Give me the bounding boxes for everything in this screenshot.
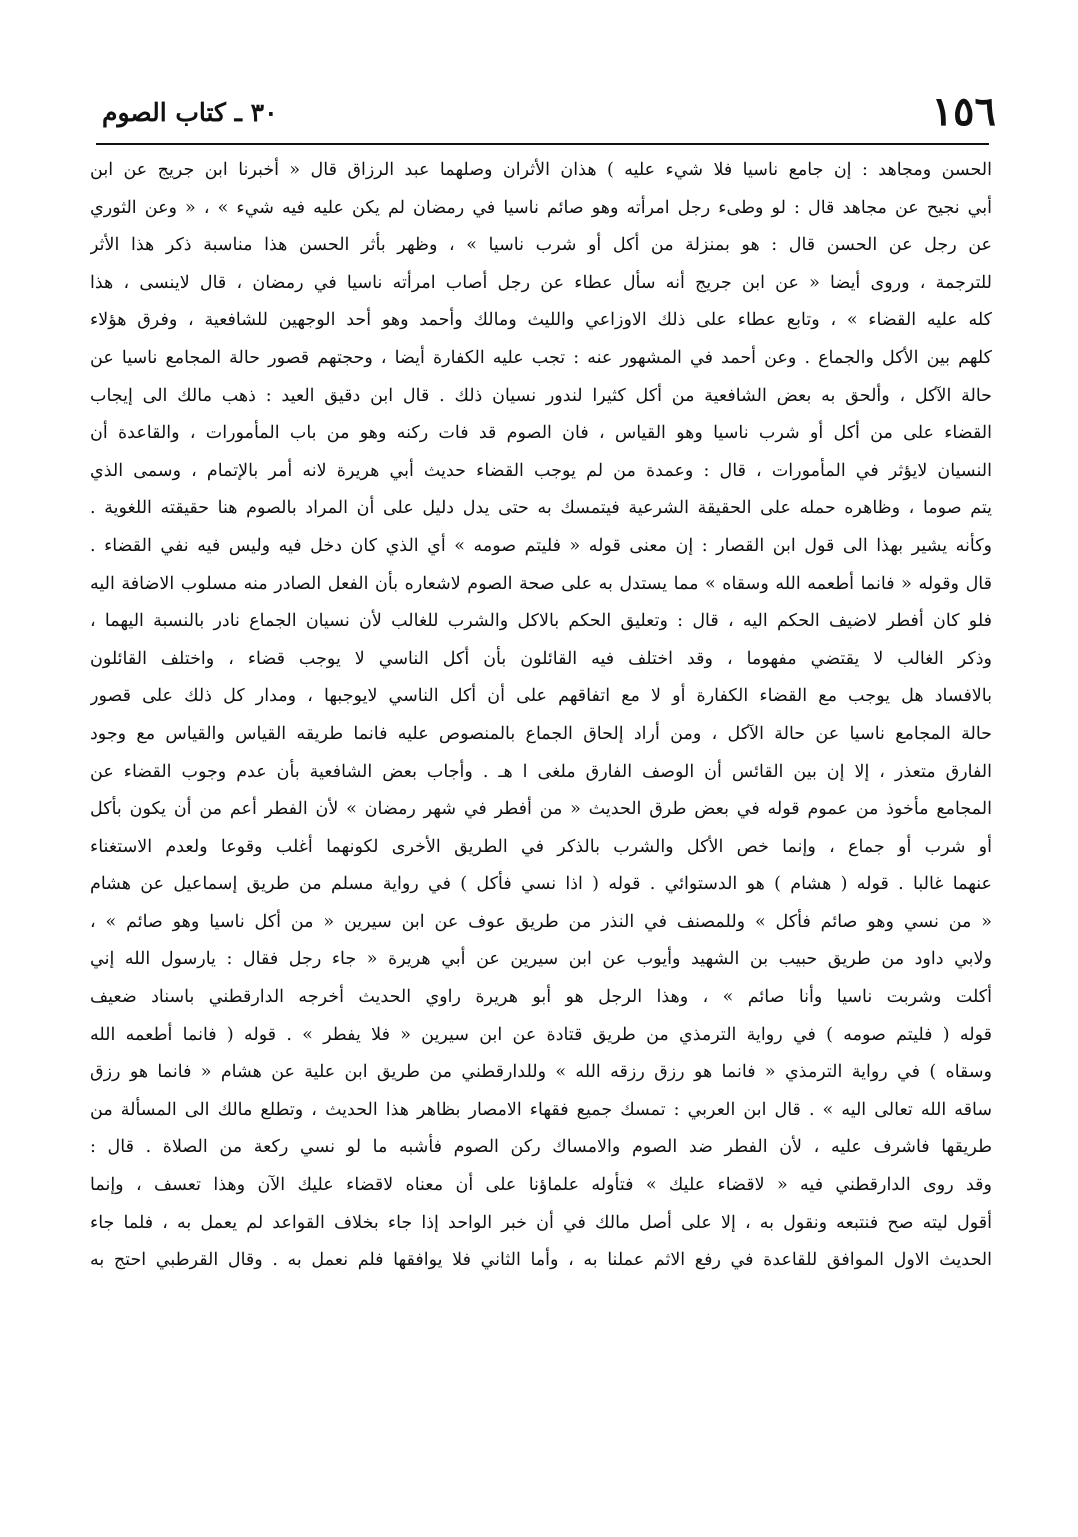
text-line: ساقه الله تعالى اليه » . قال ابن العربي : تمسك جميع فقهاء الامصار بظاهر هذا الحديث ، وتطلع مالك الى المسألة من [90,1099,992,1120]
text-line [90,1317,992,1355]
text-line [90,1393,992,1431]
text-line: الفارق متعذر ، إلا إن بين القائس أن الوصف الفارق ملغى ا هـ . وأجاب بعض الشافعية بأن عدم وجوب القضاء عن [90,761,992,782]
text-line: وذكر الغالب لا يقتضي مفهوما ، وقد اختلف فيه القائلون بأن أكل الناسي لا يوجب قضاء ، واختلف القائلون [90,648,992,669]
text-line: أو شرب أو جماع ، وإنما خص الأكل والشرب بالذكر في الطريق الأخرى لكونهما أغلب وقوعا ولعدم الاستغناء [90,836,992,857]
text-line: أبي نجيح عن مجاهد قال : لو وطىء رجل امرأته وهو صائم ناسيا في رمضان لم يكن عليه فيه شيء » ، « وعن الثوري [90,197,992,218]
text-line: المجامع مأخوذ من عموم قوله في بعض طرق الحديث « من أفطر في شهر رمضان » لأن الفطر أعم من أن يكون بأكل [90,799,992,820]
text-line: وكأنه يشير بهذا الى قول ابن القصار : إن معنى قوله « فليتم صومه » أي الذي كان دخل فيه وليس فيه نفي القضاء . [90,535,992,556]
text-line: وقد روى الدارقطني فيه « لاقضاء عليك » فتأوله علماؤنا على أن معناه لاقضاء عليك الآن وهذا تعسف ، وإنما [90,1175,992,1196]
text-line: وسقاه ) في رواية الترمذي « فانما هو رزق رزقه الله » وللدارقطني من طريق ابن علية عن هشام « فانما هو رزق [90,1062,992,1083]
text-line [90,1430,992,1468]
page-header [96,86,996,142]
text-line: كله عليه القضاء » ، وتابع عطاء على ذلك الاوزاعي والليث ومالك وأحمد وهو أحد الوجهين للشافعية ، وفرق هؤلاء [90,310,992,331]
text-line: عن رجل عن الحسن قال : هو بمنزلة من أكل أو شرب ناسيا » ، وظهر بأثر الحسن هذا مناسبة ذكر هذا الأثر [90,235,992,256]
body-text [90,152,992,1468]
text-line: أقول ليته صح فنتبعه ونقول به ، إلا على أصل مالك في أن خبر الواحد إذا جاء بخلاف القواعد لم يعمل به ، فلما جاء [90,1212,992,1233]
text-line: الحديث الاول الموافق للقاعدة في رفع الاثم عملنا به ، وأما الثاني فلا يوافقها فلم نعمل به . وقال القرطبي احتج به [90,1250,992,1271]
text-line: عنهما غالبا . قوله ( هشام ) هو الدستوائي . قوله ( اذا نسي فأكل ) في رواية مسلم من طريق إسماعيل عن هشام [90,874,992,895]
text-line: حالة المجامع ناسيا عن حالة الآكل ، ومن أراد إلحاق الجماع بالمنصوص عليه فانما طريقه القياس والقياس مع وجود [90,723,992,744]
text-line: النسيان لايؤثر في المأمورات ، قال : وعمدة من لم يوجب القضاء حديث أبي هريرة لانه أمر بالإتمام ، وسمى الذي [90,460,992,481]
text-line: قال وقوله « فانما أطعمه الله وسقاه » مما يستدل به على صحة الصوم لاشعاره بأن الفعل الصادر منه مسلوب الاضافة اليه [90,573,992,594]
header-divider [96,143,989,145]
text-line: حالة الآكل ، وألحق به بعض الشافعية من أكل كثيرا لندور نسيان ذلك . قال ابن دقيق العيد : ذهب مالك الى إيجاب [90,385,992,406]
text-line: للترجمة ، وروى أيضا « عن ابن جريج أنه سأل عطاء عن رجل أصاب امرأته ناسيا في رمضان ، قال لاينسى ، هذا [90,272,992,293]
text-line: طريقها فاشرف عليه ، لأن الفطر ضد الصوم والامساك ركن الصوم فأشبه ما لو نسي ركعة من الصلاة . قال : [90,1137,992,1158]
running-title: ٣٠ ـ كتاب الصوم [102,98,278,127]
text-line: الحسن ومجاهد : إن جامع ناسيا فلا شيء عليه ) هذان الأثران وصلهما عبد الرزاق قال « أخبرنا ابن جريج عن ابن [90,160,992,180]
text-line: القضاء على من أكل أو شرب ناسيا وهو القياس ، فان الصوم قد فات ركنه وهو من باب المأمورات ، والقاعدة أن [90,423,992,444]
text-line: يتم صوما ، وظاهره حمله على الحقيقة الشرعية فيتمسك به حتى يدل دليل على أن المراد بالصوم هنا حقيقته اللغوية . [90,498,992,519]
text-line [90,1355,992,1393]
text-line: كلهم بين الأكل والجماع . وعن أحمد في المشهور عنه : تجب عليه الكفارة أيضا ، وحجتهم قصور حالة المجامع ناسيا عن [90,347,992,368]
text-line: « من نسي وهو صائم فأكل » وللمصنف في النذر من طريق عوف عن ابن سيرين « من أكل ناسيا وهو صائم » ، [90,911,992,932]
text-line: فلو كان أفطر لاضيف الحكم اليه ، قال : وتعليق الحكم بالاكل والشرب للغالب لأن نسيان الجماع نادر بالنسبة اليهما ، [90,611,992,632]
text-line: ولابي داود من طريق حبيب بن الشهيد وأيوب عن ابن سيرين عن أبي هريرة « جاء رجل فقال : يارسول الله إني [90,949,992,970]
page-number: ١٥٦ [931,88,996,135]
text-line: قوله ( فليتم صومه ) في رواية الترمذي من طريق قتادة عن ابن سيرين « فلا يفطر » . قوله ( فانما أطعمه الله [90,1024,992,1045]
text-line: أكلت وشربت ناسيا وأنا صائم » ، وهذا الرجل هو أبو هريرة راوي الحديث أخرجه الدارقطني باسناد ضعيف [90,987,992,1008]
text-line: بالافساد هل يوجب مع القضاء الكفارة أو لا مع اتفاقهم على أن أكل الناسي لايوجبها ، ومدار كل ذلك على قصور [90,686,992,707]
text-line [90,1280,992,1318]
